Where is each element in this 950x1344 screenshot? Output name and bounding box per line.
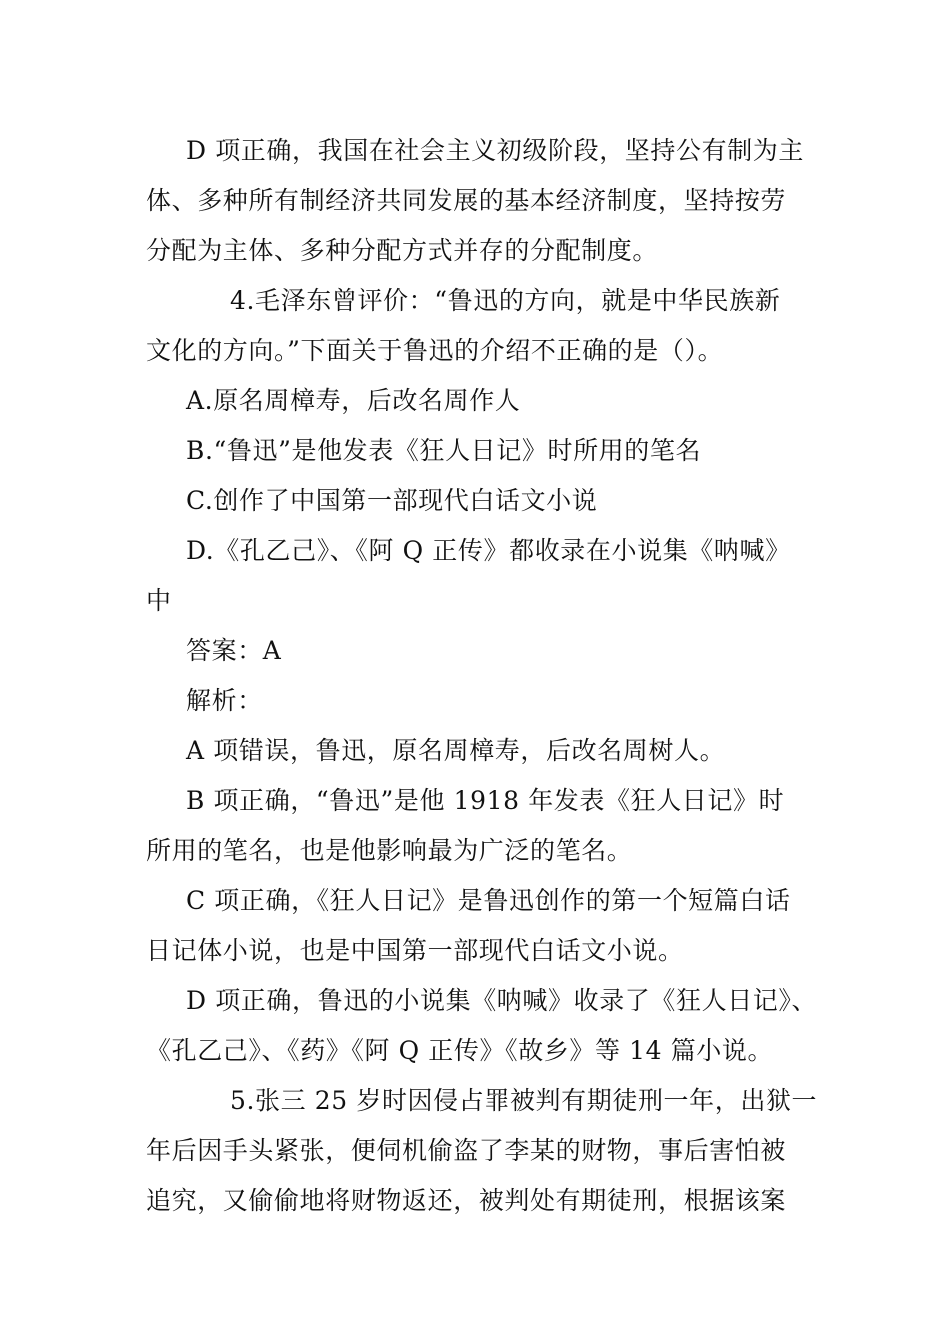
- option-d-line-2: 中: [146, 586, 172, 615]
- question-5-line-2: 年后因手头紧张，便伺机偷盗了李某的财物，事后害怕被: [146, 1136, 787, 1165]
- analysis-a: A 项错误，鲁迅，原名周樟寿，后改名周树人。: [186, 736, 726, 765]
- answer-d-explanation-line-2: 体、多种所有制经济共同发展的基本经济制度，坚持按劳: [146, 186, 787, 215]
- analysis-b-line-2: 所用的笔名，也是他影响最为广泛的笔名。: [146, 836, 633, 865]
- question-4-line-2: 文化的方向。”下面关于鲁迅的介绍不正确的是（）。: [146, 336, 724, 365]
- question-5-line-3: 追究，又偷偷地将财物返还，被判处有期徒刑，根据该案: [146, 1186, 787, 1215]
- analysis-label: 解析：: [186, 686, 263, 715]
- option-d-line-1: D.《孔乙己》、《阿 Q 正传》都收录在小说集《呐喊》: [186, 536, 791, 565]
- answer-d-explanation-line-3: 分配为主体、多种分配方式并存的分配制度。: [146, 236, 659, 265]
- answer-d-explanation-line-1: D 项正确，我国在社会主义初级阶段，坚持公有制为主: [186, 136, 804, 165]
- option-a: A.原名周樟寿，后改名周作人: [186, 386, 521, 415]
- analysis-c-line-1: C 项正确，《狂人日记》是鲁迅创作的第一个短篇白话: [186, 886, 791, 915]
- option-c: C.创作了中国第一部现代白话文小说: [186, 486, 598, 515]
- question-5-line-1: 5.张三 25 岁时因侵占罪被判有期徒刑一年，出狱一: [230, 1086, 818, 1115]
- analysis-c-line-2: 日记体小说，也是中国第一部现代白话文小说。: [146, 936, 684, 965]
- analysis-d-line-2: 《孔乙己》、《药》《阿 Q 正传》《故乡》等 14 篇小说。: [146, 1036, 774, 1065]
- analysis-d-line-1: D 项正确，鲁迅的小说集《呐喊》收录了《狂人日记》、: [186, 986, 818, 1015]
- option-b: B.“鲁迅”是他发表《狂人日记》时所用的笔名: [186, 436, 702, 465]
- analysis-b-line-1: B 项正确，“鲁迅”是他 1918 年发表《狂人日记》时: [186, 786, 785, 815]
- question-4-line-1: 4.毛泽东曾评价：“鲁迅的方向，就是中华民族新: [230, 286, 781, 315]
- answer-label: 答案：A: [186, 636, 282, 665]
